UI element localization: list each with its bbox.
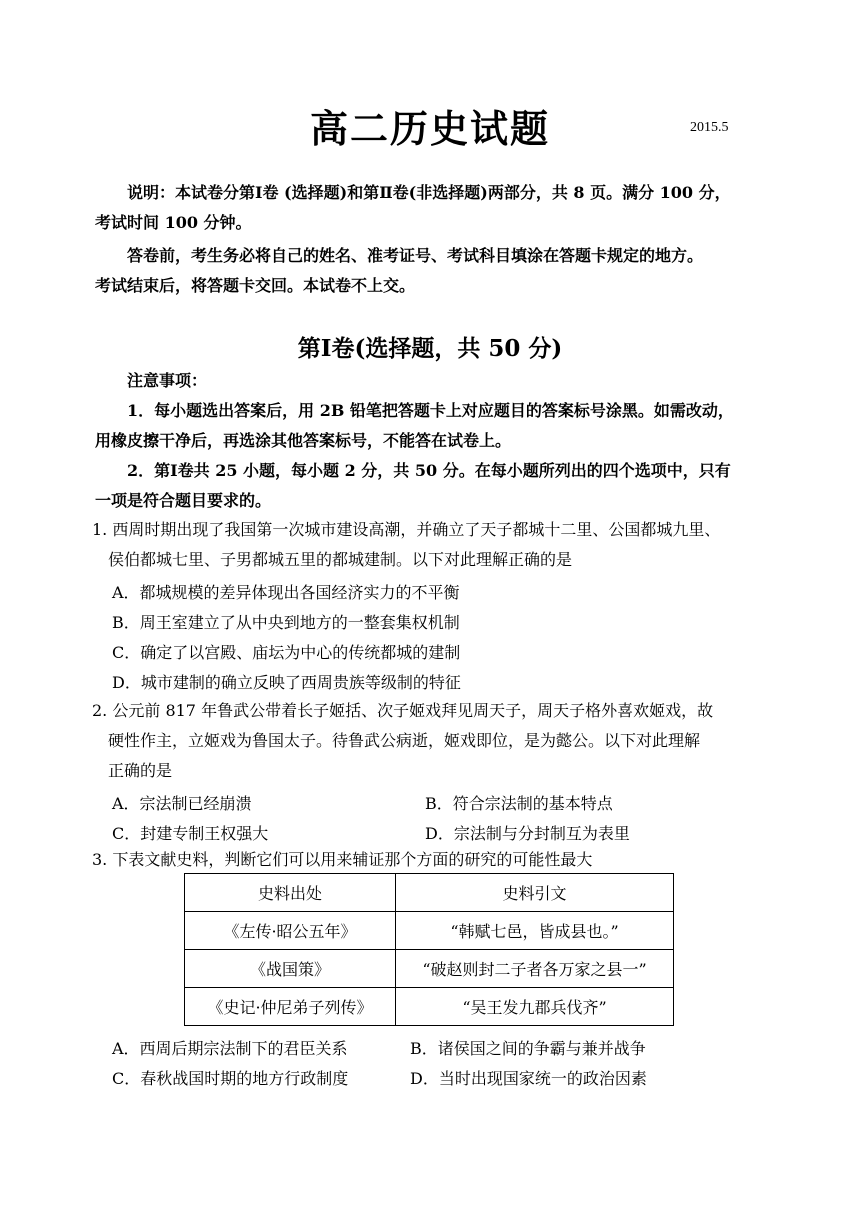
- question-line: 侯伯都城七里、子男都城五里的都城建制。以下对此理解正确的是: [108, 550, 573, 569]
- table-header-cell: 史料出处: [185, 874, 396, 912]
- table-cell: “吴王发九郡兵伐齐”: [396, 988, 674, 1026]
- instructions-line: 答卷前，考生务必将自己的姓名、准考证号、考试科目填涂在答题卡规定的地方。: [127, 246, 704, 265]
- note-line: 用橡皮擦干净后，再选涂其他答案标号，不能答在试卷上。: [95, 431, 512, 450]
- q2-option-d: D．宗法制与分封制互为表里: [425, 824, 630, 843]
- q1-option-b: B．周王室建立了从中央到地方的一整套集权机制: [112, 613, 460, 632]
- q3-option-c: C．春秋战国时期的地方行政制度: [112, 1069, 349, 1088]
- note-line: 一项是符合题目要求的。: [95, 491, 272, 510]
- table-row: [185, 950, 674, 988]
- table-cell: 《战国策》: [185, 950, 396, 988]
- notes-heading: 注意事项：: [127, 371, 208, 390]
- note-line: 2．第Ⅰ卷共 25 小题，每小题 2 分，共 50 分。在每小题所列出的四个选项中，只有: [127, 461, 731, 480]
- instructions-paragraph-2: [95, 241, 785, 301]
- exam-title: 高二历史试题: [309, 106, 550, 151]
- q3-option-a: A．西周后期宗法制下的君臣关系: [112, 1039, 348, 1058]
- q1-option-a: A．都城规模的差异体现出各国经济实力的不平衡: [112, 583, 460, 602]
- table-cell: “韩赋七邑，皆成县也。”: [396, 912, 674, 950]
- question-line: 2. 公元前 817 年鲁武公带着长子姬括、次子姬戏拜见周天子，周天子格外喜欢姬戏，故: [92, 701, 714, 720]
- table-cell: 《左传·昭公五年》: [185, 912, 396, 950]
- exam-date: 2015.5: [690, 120, 729, 135]
- instructions-line: 考试时间 100 分钟。: [95, 213, 252, 232]
- table-row: [185, 988, 674, 1026]
- q2-option-c: C．封建专制王权强大: [112, 824, 269, 843]
- source-table: [184, 873, 674, 1026]
- note-line: 1．每小题选出答案后，用 2B 铅笔把答题卡上对应题目的答案标号涂黑。如需改动，: [127, 401, 734, 420]
- question-line: 正确的是: [108, 761, 173, 780]
- q1-option-d: D．城市建制的确立反映了西周贵族等级制的特征: [112, 673, 461, 692]
- question-3-stem: 3. 下表文献史料，判断它们可以用来辅证那个方面的研究的可能性最大: [92, 850, 593, 869]
- question-line: 硬性作主，立姬戏为鲁国太子。待鲁武公病逝，姬戏即位，是为懿公。以下对此理解: [108, 731, 701, 750]
- question-1-stem: [92, 515, 720, 575]
- instructions-paragraph-1: [95, 178, 785, 238]
- q2-option-b: B．符合宗法制的基本特点: [425, 794, 613, 813]
- q2-option-a: A．宗法制已经崩溃: [112, 794, 252, 813]
- q1-option-c: C．确定了以宫殿、庙坛为中心的传统都城的建制: [112, 643, 461, 662]
- table-row: [185, 912, 674, 950]
- table-header-row: [185, 874, 674, 912]
- table-header-cell: 史料引文: [396, 874, 674, 912]
- instructions-line: 说明：本试卷分第Ⅰ卷 (选择题)和第Ⅱ卷(非选择题)两部分，共 8 页。满分 100 分，: [127, 183, 731, 202]
- q3-option-b: B．诸侯国之间的争霸与兼并战争: [410, 1039, 646, 1058]
- q3-option-d: D．当时出现国家统一的政治因素: [410, 1069, 647, 1088]
- instructions-line: 考试结束后，将答题卡交回。本试卷不上交。: [95, 276, 416, 295]
- section-title: 第Ⅰ卷(选择题，共 50 分): [297, 335, 563, 362]
- question-line: 1. 西周时期出现了我国第一次城市建设高潮，并确立了天子都城十二里、公国都城九里、: [92, 520, 721, 539]
- notes-block: [95, 366, 785, 516]
- question-2-stem: [92, 696, 713, 786]
- table-cell: “破赵则封二子者各万家之县一”: [396, 950, 674, 988]
- table-cell: 《史记·仲尼弟子列传》: [185, 988, 396, 1026]
